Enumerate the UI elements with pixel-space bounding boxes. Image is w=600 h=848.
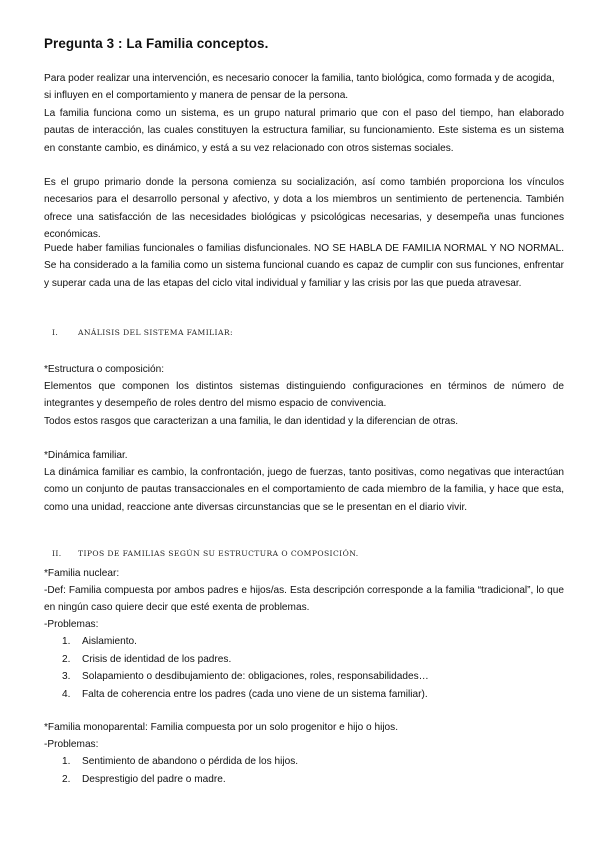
list-item: 3. Solapamiento o desdibujamiento de: obligaciones, roles, responsabilidades… xyxy=(62,671,429,683)
page-title: Pregunta 3 : La Familia conceptos. xyxy=(44,36,269,51)
intro-paragraph-4: Puede haber familias funcionales o familias disfuncionales. NO SE HABLA DE FAMILIA NORMAL Y NO NORMAL. Se ha considerado a la familia como un sistema funcional cuando es capaz de cumplir con sus funciones, enfrentar y superar cada una de las etapas del ciclo vital individual y familiar y las crisis por las que pueda atravesar. xyxy=(44,243,564,289)
list-item: 1. Sentimiento de abandono o pérdida de los hijos. xyxy=(62,756,299,767)
nuclear-problems-list xyxy=(62,633,429,703)
list-item: 4. Falta de coherencia entre los padres (cada uno viene de un sistema familiar). xyxy=(62,688,428,700)
section-1-heading xyxy=(52,328,233,337)
nuclear-problems-label: -Problemas: xyxy=(44,619,99,630)
dynamic-label: *Dinámica familiar. xyxy=(44,450,128,461)
monoparental-problems-label: -Problemas: xyxy=(44,739,99,750)
section-2-heading xyxy=(52,549,359,558)
structure-label: *Estructura o composición: xyxy=(44,364,165,375)
intro-paragraph-1: Para poder realizar una intervención, es necesario conocer la familia, tanto biológica, como formada y de acogida, si influyen en el comportamiento y manera de pensar de la persona. xyxy=(44,73,555,102)
nuclear-definition: -Def: Familia compuesta por ambos padres e hijos/as. Esta descripción corresponde a la familia “tradicional”, lo que en ningún caso quiere decir que esté exenta de problemas. xyxy=(44,585,564,614)
structure-text-2: Todos estos rasgos que caracterizan a una familia, le dan identidad y la diferencian de otras. xyxy=(44,416,459,427)
intro-paragraph-2: La familia funciona como un sistema, es un grupo natural primario que con el paso del tiempo, han elaborado pautas de interacción, las cuales constituyen la estructura familiar, su funcionamiento. Este sistema es un sistema en constante cambio, es dinámico, y está a su vez relacionado con otros sistemas sociales. xyxy=(44,108,564,154)
list-item: 1. Aislamiento. xyxy=(62,636,137,647)
dynamic-text: La dinámica familiar es cambio, la confrontación, juego de fuerzas, tanto positivas, como negativas que interactúan como un conjunto de pautas transaccionales en el comportamiento de cada miembro de la familia, y hace que esta, como una unidad, reaccione ante diversas circunstancias que se le presentan en el diario vivir. xyxy=(44,467,564,513)
list-item: 2. Crisis de identidad de los padres. xyxy=(62,653,232,665)
section-2-number: II. xyxy=(52,549,62,558)
section-1-title: ANÁLISIS DEL SISTEMA FAMILIAR: xyxy=(78,328,233,337)
structure-text: Elementos que componen los distintos sistemas distinguiendo configuraciones en términos de número de integrantes y desempeño de roles dentro del mismo espacio de convivencia. xyxy=(44,381,564,410)
list-item: 2. Desprestigio del padre o madre. xyxy=(62,773,226,785)
monoparental-label: *Familia monoparental: Familia compuesta por un solo progenitor e hijo o hijos. xyxy=(44,722,399,733)
nuclear-label: *Familia nuclear: xyxy=(44,568,120,579)
monoparental-problems-list xyxy=(62,753,298,788)
section-2-title: TIPOS DE FAMILIAS SEGÚN SU ESTRUCTURA O COMPOSICIÓN. xyxy=(78,549,359,558)
section-1-number: I. xyxy=(52,328,59,337)
intro-paragraph-3: Es el grupo primario donde la persona comienza su socialización, así como también proporciona los vínculos necesarios para el desarrollo personal y afectivo, y dota a los miembros un sentimiento de pertenencia. También ofrece una satisfacción de las necesidades biológicas y psicológicas necesarias, y desempeña unas funciones económicas. xyxy=(44,177,564,240)
